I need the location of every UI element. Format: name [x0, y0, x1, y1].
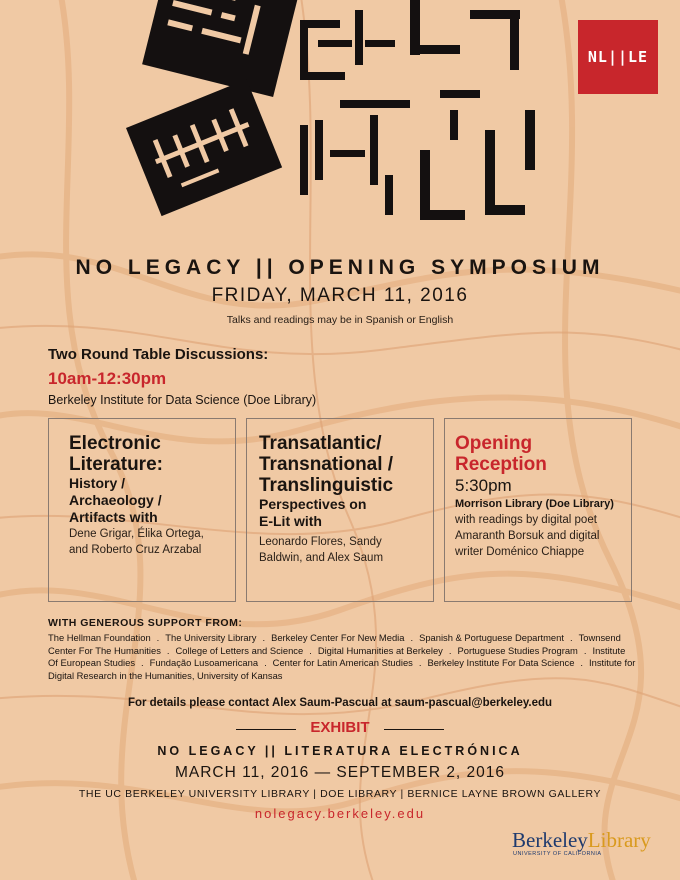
sponsor-item: Center for Latin American Studies — [272, 657, 413, 669]
berkeley-logo-subtitle: UNIVERSITY OF CALIFORNIA — [513, 851, 602, 857]
card-title-line: Transnational / — [259, 454, 394, 475]
card-people-line: Leonardo Flores, Sandy — [259, 536, 382, 548]
no-legacy-logo — [578, 20, 658, 94]
sponsor-separator: . — [448, 644, 452, 656]
sponsor-separator: . — [156, 632, 160, 643]
card-title-line: Reception — [455, 454, 547, 475]
card-people-line: writer Doménico Chiappe — [455, 546, 585, 558]
sponsor-separator: . — [583, 644, 587, 656]
sponsor-separator: . — [309, 644, 312, 656]
event-title: NO LEGACY || OPENING SYMPOSIUM — [75, 256, 605, 279]
logo-text: NL||LE — [587, 48, 649, 66]
card-title-line: Transatlantic/ — [259, 433, 382, 454]
card-people-line: Amaranth Borsuk and digital — [455, 530, 600, 542]
sponsor-item: Fundação Lusoamericana — [149, 657, 259, 669]
sponsor-item: Portuguese Studies Program — [457, 644, 578, 656]
logo-word-library: Library — [587, 828, 651, 852]
sponsor-item: The University Library — [165, 632, 257, 643]
berkeley-library-logo — [512, 828, 651, 853]
card-electronic-literature — [48, 418, 236, 602]
sponsor-item: Berkeley Center For New Media — [271, 632, 405, 643]
sponsor-item: Digital Humanities at Berkeley — [317, 644, 443, 656]
exhibit-label: EXHIBIT — [310, 719, 370, 736]
sponsor-item: Spanish & Portuguese Department — [419, 632, 564, 643]
event-date: FRIDAY, MARCH 11, 2016 — [211, 285, 469, 306]
divider-line — [384, 729, 444, 730]
card-subtitle-line: E-Lit with — [259, 513, 322, 529]
sponsor-separator: . — [569, 632, 573, 643]
exhibit-divider — [0, 719, 680, 739]
card-subtitle-line: Perspectives on — [259, 496, 367, 512]
round-table-place: Berkeley Institute for Data Science (Doe Library) — [48, 393, 317, 407]
card-title-line: Opening — [455, 433, 533, 454]
card-subtitle-line: History / — [69, 475, 126, 491]
sponsor-separator: . — [580, 657, 584, 669]
reception-time: 5:30pm — [455, 476, 512, 495]
card-people-line: Baldwin, and Alex Saum — [259, 552, 384, 564]
reception-place: Morrison Library (Doe Library) — [455, 498, 614, 510]
exhibit-place: THE UC BERKELEY UNIVERSITY LIBRARY | DOE LIBRARY | BERNICE LAYNE BROWN GALLERY — [78, 788, 602, 800]
contact-line: For details please contact Alex Saum-Pascual at saum-pascual@berkeley.edu — [127, 697, 553, 709]
language-note: Talks and readings may be in Spanish or English — [226, 314, 454, 326]
card-transatlantic — [246, 418, 434, 602]
sponsor-separator: . — [166, 644, 170, 656]
sponsor-item: Institute for Digital Research in the Humanities, University of Kansas — [48, 657, 636, 681]
logo-word-berkeley: Berkeley — [512, 828, 588, 852]
sponsor-list — [48, 632, 636, 682]
sponsor-item: College of Letters and Science — [175, 644, 304, 656]
round-table-time: 10am-12:30pm — [48, 369, 167, 388]
card-people-line: with readings by digital poet — [455, 514, 597, 526]
support-heading: WITH GENEROUS SUPPORT FROM: — [48, 617, 243, 629]
sponsor-item: Berkeley Institute For Data Science — [427, 657, 575, 669]
card-subtitle-line: Archaeology / — [69, 492, 162, 508]
exhibit-title: NO LEGACY || LITERATURA ELECTRÓNICA — [157, 744, 523, 758]
card-people-line: Dene Grigar, Élika Ortega, — [69, 528, 204, 540]
sponsor-separator: . — [141, 657, 144, 669]
card-opening-reception — [444, 418, 632, 602]
card-people-line: and Roberto Cruz Arzabal — [69, 544, 202, 556]
sponsor-item: Institute Of European Studies — [48, 644, 626, 669]
round-table-heading: Two Round Table Discussions: — [48, 346, 269, 363]
card-title-line: Translinguistic — [259, 475, 394, 496]
card-title-line: Literature: — [69, 454, 163, 475]
sponsor-separator: . — [264, 657, 267, 669]
card-subtitle-line: Artifacts with — [69, 509, 158, 525]
exhibit-dates: MARCH 11, 2016 — SEPTEMBER 2, 2016 — [174, 764, 506, 781]
sponsor-item: The Hellman Foundation — [48, 632, 151, 643]
exhibit-url-link[interactable]: nolegacy.berkeley.edu — [254, 806, 426, 821]
sponsor-separator: . — [262, 632, 266, 643]
sponsor-item: Townsend Center For The Humanities — [48, 632, 621, 656]
card-title-line: Electronic — [69, 433, 161, 454]
sponsor-separator: . — [410, 632, 414, 643]
sponsor-separator: . — [418, 657, 422, 669]
